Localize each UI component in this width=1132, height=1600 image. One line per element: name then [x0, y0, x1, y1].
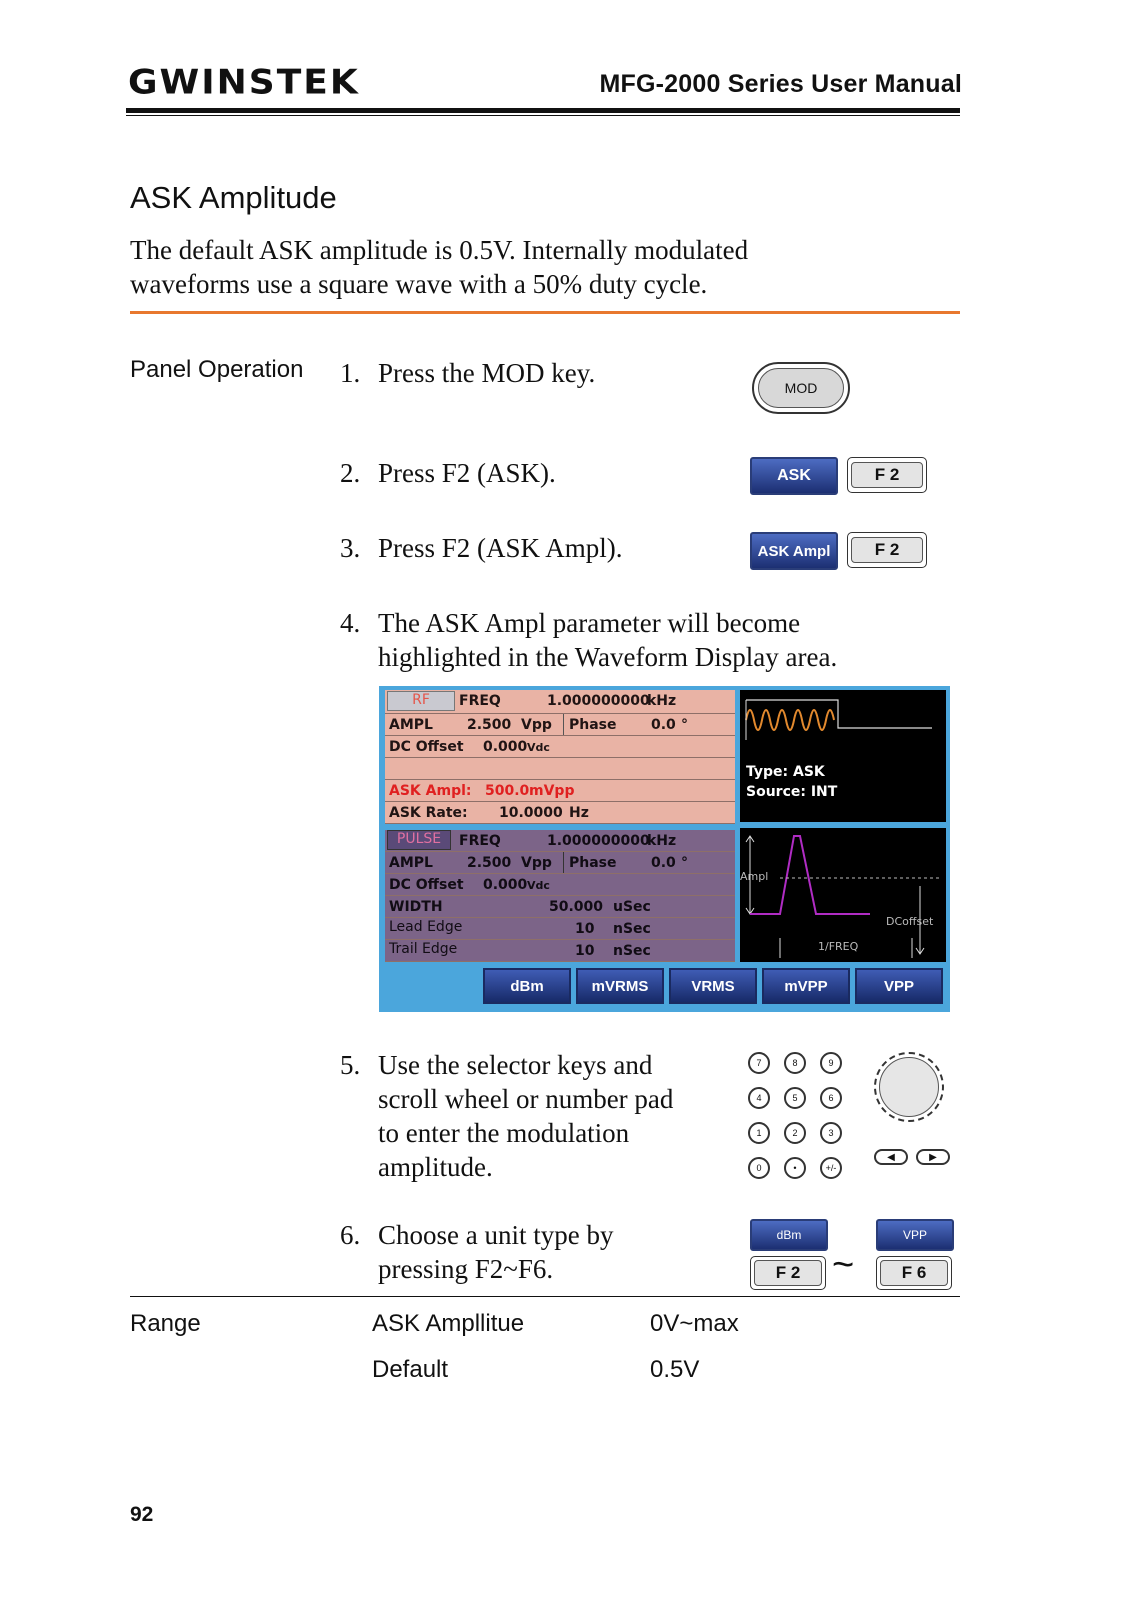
step-text: to enter the modulation: [378, 1118, 630, 1148]
ampl-annotation: Ampl: [740, 870, 769, 883]
dc-offset-value: 0.000: [483, 739, 528, 755]
ch2-width-row: [385, 896, 735, 918]
number-pad: [748, 1052, 858, 1192]
scroll-wheel-knob: [879, 1057, 939, 1117]
key-4[interactable]: 4: [748, 1087, 770, 1109]
step-5: [340, 1048, 720, 1184]
ch2-lead-row: [385, 918, 735, 940]
dc-offset-label: DC Offset: [389, 877, 464, 893]
ch2-dc-row: [385, 874, 735, 896]
dbm-unit-key[interactable]: dBm: [483, 968, 571, 1004]
lead-edge-value: 10: [575, 921, 595, 937]
step-text: amplitude.: [378, 1152, 493, 1182]
ask-ampl-unit: mVpp: [529, 783, 575, 799]
mod-key[interactable]: [752, 362, 850, 414]
f2-key[interactable]: [847, 532, 927, 568]
key-5[interactable]: 5: [784, 1087, 806, 1109]
ask-softkey[interactable]: ASK: [750, 457, 838, 495]
dc-offset-value: 0.000: [483, 877, 528, 893]
lead-edge-label: Lead Edge: [389, 919, 463, 935]
dcoffset-annotation: DCoffset: [886, 915, 934, 928]
mvrms-unit-key[interactable]: mVRMS: [576, 968, 664, 1004]
ask-ampl-softkey[interactable]: ASK Ampl: [750, 532, 838, 570]
range-label: Range: [130, 1310, 201, 1337]
left-arrow-key[interactable]: [874, 1149, 908, 1165]
divider: [563, 852, 564, 873]
step-3: [340, 531, 720, 565]
f6-key[interactable]: [876, 1256, 952, 1290]
mod-key-label: MOD: [758, 368, 844, 408]
phase-label: Phase: [569, 717, 617, 733]
dc-offset-label: DC Offset: [389, 739, 464, 755]
key-2[interactable]: 2: [784, 1122, 806, 1144]
ch1-empty-row: [385, 758, 735, 780]
phase-unit: °: [681, 717, 688, 733]
phase-label: Phase: [569, 855, 617, 871]
ch2-pulse-diagram: [740, 828, 946, 962]
step-text: highlighted in the Waveform Display area.: [378, 642, 838, 672]
trail-edge-unit: nSec: [613, 943, 651, 959]
step-1: [340, 356, 720, 390]
right-arrow-icon: ▶: [929, 1151, 937, 1163]
ampl-unit: Vpp: [521, 855, 552, 871]
step-text: The ASK Ampl parameter will become: [378, 608, 801, 638]
f2-key-label: F 2: [851, 462, 923, 488]
accent-rule: [130, 311, 960, 314]
ask-ampl-label: ASK Ampl:: [389, 783, 472, 799]
freq-unit: kHz: [647, 693, 677, 709]
section-title: ASK Amplitude: [130, 180, 337, 215]
ch2-tag: PULSE: [387, 830, 451, 850]
key-plus-minus[interactable]: +/-: [820, 1157, 842, 1179]
width-unit: uSec: [613, 899, 651, 915]
ampl-unit: Vpp: [521, 717, 552, 733]
f2-key[interactable]: [847, 457, 927, 493]
dc-offset-unit: Vdc: [527, 879, 550, 892]
key-7[interactable]: 7: [748, 1052, 770, 1074]
step-text: pressing F2~F6.: [378, 1254, 554, 1284]
ask-rate-value: 10.0000: [499, 805, 563, 821]
default-param-value: 0.5V: [650, 1356, 700, 1383]
step-number: 4.: [340, 608, 361, 638]
step-text: Press the MOD key.: [378, 358, 596, 388]
step-number: 2.: [340, 458, 361, 488]
freq-value: 1.000000000: [547, 833, 650, 849]
divider: [563, 714, 564, 735]
key-1[interactable]: 1: [748, 1122, 770, 1144]
right-arrow-key[interactable]: [916, 1149, 950, 1165]
width-label: WIDTH: [389, 899, 443, 915]
table-top-rule: [130, 1296, 960, 1297]
range-param-name: ASK Ampllitue: [372, 1310, 525, 1337]
step-4: [340, 606, 920, 674]
dc-offset-unit: Vdc: [527, 741, 550, 754]
section-intro: The default ASK amplitude is 0.5V. Internally modulated waveforms use a square wave with a 50% duty cycle.: [130, 235, 749, 299]
gwinstek-logo: GWINSTEK: [128, 63, 360, 102]
ampl-label: AMPL: [389, 855, 433, 871]
page-number: 92: [130, 1503, 154, 1526]
period-annotation: 1/FREQ: [818, 940, 859, 953]
header-rule: [126, 108, 960, 113]
phase-value: 0.0: [651, 717, 676, 733]
ch1-ask-ampl-row: [385, 780, 735, 802]
vrms-unit-key[interactable]: VRMS: [669, 968, 757, 1004]
ask-waveform-graphic: [740, 690, 946, 822]
ch1-dc-row: [385, 736, 735, 758]
trail-edge-value: 10: [575, 943, 595, 959]
dbm-softkey[interactable]: dBm: [750, 1219, 828, 1251]
ampl-label: AMPL: [389, 717, 433, 733]
step-number: 5.: [340, 1050, 361, 1080]
step-number: 6.: [340, 1220, 361, 1250]
ask-rate-unit: Hz: [569, 805, 589, 821]
step-number: 1.: [340, 358, 361, 388]
f2-key[interactable]: [750, 1256, 826, 1290]
ch1-ask-rate-row: [385, 802, 735, 824]
scroll-wheel[interactable]: [874, 1052, 944, 1122]
vpp-unit-key[interactable]: VPP: [855, 968, 943, 1004]
step-text: Press F2 (ASK Ampl).: [378, 533, 623, 563]
mvpp-unit-key[interactable]: mVPP: [762, 968, 850, 1004]
f2-key-label: F 2: [851, 537, 923, 563]
waveform-display: [379, 686, 950, 1012]
header-rule-thin: [126, 115, 960, 116]
key-3[interactable]: 3: [820, 1122, 842, 1144]
key-9[interactable]: 9: [820, 1052, 842, 1074]
type-text: Type: ASK: [746, 764, 825, 780]
key-0[interactable]: 0: [748, 1157, 770, 1179]
range-param-value: 0V~max: [650, 1310, 739, 1337]
freq-unit: kHz: [647, 833, 677, 849]
manual-title: MFG-2000 Series User Manual: [599, 70, 962, 98]
default-param-name: Default: [372, 1356, 449, 1383]
phase-value: 0.0: [651, 855, 676, 871]
step-text: Press F2 (ASK).: [378, 458, 556, 488]
ch1-waveform-preview: [740, 690, 946, 822]
freq-label: FREQ: [459, 833, 501, 849]
panel-operation-label: Panel Operation: [130, 356, 304, 383]
ampl-value: 2.500: [467, 717, 512, 733]
freq-label: FREQ: [459, 693, 501, 709]
ch2-trail-row: [385, 940, 735, 962]
trail-edge-label: Trail Edge: [389, 941, 458, 957]
ch1-ampl-row: [385, 714, 735, 736]
vpp-softkey[interactable]: VPP: [876, 1219, 954, 1251]
left-arrow-icon: ◀: [887, 1151, 895, 1163]
ch1-tag: RF: [387, 691, 455, 711]
key-6[interactable]: 6: [820, 1087, 842, 1109]
step-6: [340, 1218, 720, 1286]
step-text: Use the selector keys and: [378, 1050, 653, 1080]
ch1-freq-row: [385, 690, 735, 714]
key-dot[interactable]: •: [784, 1157, 806, 1179]
step-number: 3.: [340, 533, 361, 563]
step-text: scroll wheel or number pad: [378, 1084, 674, 1114]
source-text: Source: INT: [746, 784, 838, 800]
ask-rate-label: ASK Rate:: [389, 805, 468, 821]
width-value: 50.000: [549, 899, 604, 915]
ch2-ampl-row: [385, 852, 735, 874]
range-tilde: ~: [832, 1244, 855, 1286]
f2-key-label: F 2: [754, 1260, 822, 1286]
lead-edge-unit: nSec: [613, 921, 651, 937]
phase-unit: °: [681, 855, 688, 871]
key-8[interactable]: 8: [784, 1052, 806, 1074]
ch1-parameter-table: [385, 690, 735, 828]
ch2-freq-row: [385, 830, 735, 852]
step-text: Choose a unit type by: [378, 1220, 614, 1250]
ch2-parameter-table: [385, 830, 735, 960]
ask-ampl-value: 500.0: [485, 783, 530, 799]
step-2: [340, 456, 720, 490]
ampl-value: 2.500: [467, 855, 512, 871]
freq-value: 1.000000000: [547, 693, 650, 709]
f6-key-label: F 6: [880, 1260, 948, 1286]
